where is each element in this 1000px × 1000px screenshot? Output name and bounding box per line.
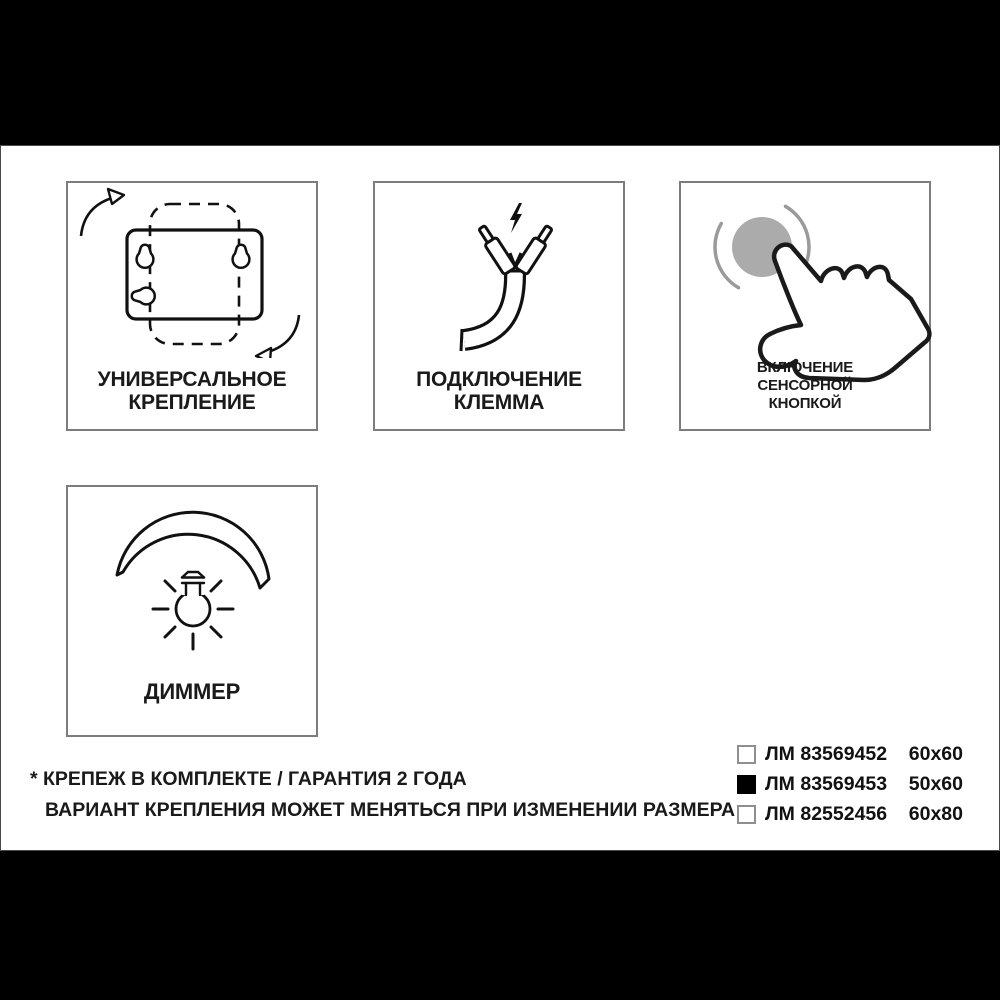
product-checkbox	[737, 745, 756, 764]
feature-dimmer	[66, 485, 318, 737]
feature-touch-button	[679, 181, 931, 431]
feature-label-line: ДИММЕР	[143, 679, 241, 704]
feature-terminal-connection	[373, 181, 625, 431]
feature-label-line: СЕНСОРНОЙ	[757, 377, 853, 394]
product-row	[737, 739, 963, 769]
footnote-mount-variant: ВАРИАНТ КРЕПЛЕНИЯ МОЖЕТ МЕНЯТЬСЯ ПРИ ИЗМЕНЕНИИ РАЗМЕРА	[45, 799, 736, 821]
product-list	[737, 739, 963, 829]
dimmer-icon	[68, 487, 320, 667]
feature-label-line: КРЕПЛЕНИЕ	[128, 391, 256, 414]
light-bulb-icon	[153, 572, 233, 649]
feature-label	[681, 359, 929, 413]
product-checkbox	[737, 805, 756, 824]
lightning-bolt-icon	[510, 203, 522, 233]
feature-label-line: УНИВЕРСАЛЬНОЕ	[97, 368, 287, 391]
feature-label-line: КЛЕММА	[453, 391, 545, 414]
product-row	[737, 769, 963, 799]
feature-label-line: КНОПКОЙ	[768, 395, 842, 412]
footnotes	[30, 764, 735, 826]
product-row	[737, 799, 963, 829]
product-checkbox	[737, 775, 756, 794]
universal-mount-icon	[68, 183, 320, 358]
feature-label	[68, 680, 316, 704]
product-size: 50x60	[908, 772, 963, 795]
product-size: 60x80	[908, 802, 963, 825]
product-code: ЛМ 83569452	[765, 742, 888, 765]
feature-label-line: ПОДКЛЮЧЕНИЕ	[416, 368, 582, 391]
product-code: ЛМ 83569453	[765, 772, 888, 795]
feature-universal-mount	[66, 181, 318, 431]
feature-label	[68, 368, 316, 414]
feature-label-line: ВКЛЮЧЕНИЕ	[756, 359, 854, 376]
wire-terminal-icon	[375, 183, 627, 358]
product-code: ЛМ 82552456	[765, 802, 888, 825]
product-size: 60x60	[908, 742, 963, 765]
rotate-arrows-icon	[81, 189, 299, 358]
footnote-warranty: * КРЕПЕЖ В КОМПЛЕКТЕ / ГАРАНТИЯ 2 ГОДА	[30, 768, 467, 790]
feature-label	[375, 368, 623, 414]
